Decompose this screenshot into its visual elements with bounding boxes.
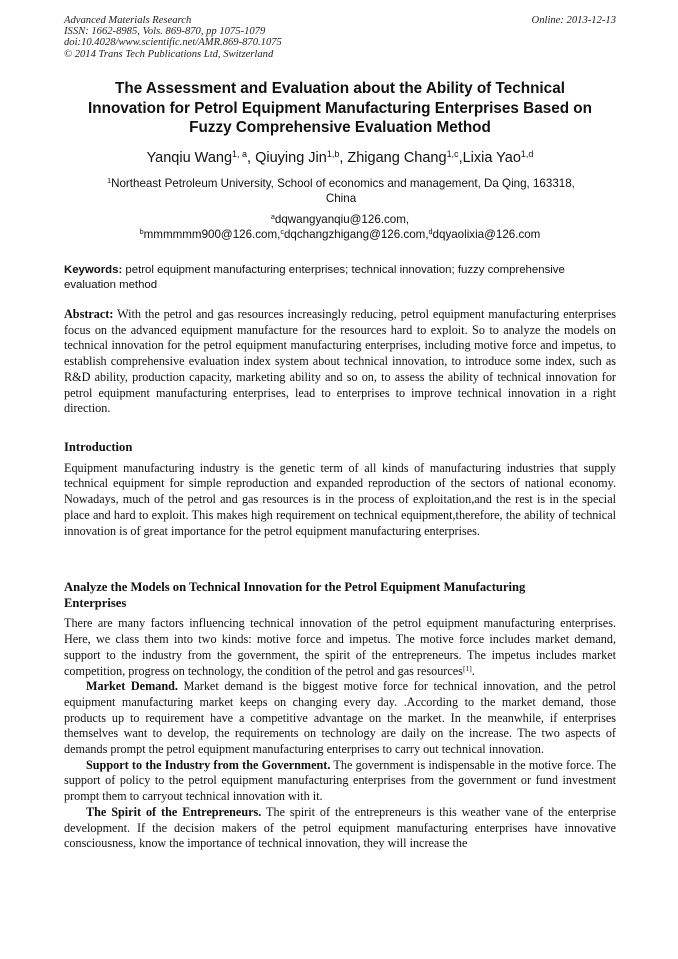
models-section (64, 580, 616, 852)
models-heading-line: Analyze the Models on Technical Innovation for the Petrol Equipment Manufacturing (64, 580, 526, 594)
introduction-paragraph: Equipment manufacturing industry is the genetic term of all kinds of manufacturing industries that supply technical equipment for simple reproduction and expanded reproduction of the sectors of national economy. Nowadays, much of the petrol and gas resources is in the process of exploitation,and the rest is in the special place and hard to exploit. This makes high requirement on technical equipment,therefore, the ability of technical innovation is of great importance for the petrol equipment manufacturing enterprises. (64, 460, 616, 538)
author-name: Lixia Yao (462, 150, 521, 166)
title-line: Fuzzy Comprehensive Evaluation Method (189, 119, 491, 136)
abstract-label: Abstract: (64, 307, 114, 321)
email-sup: c (280, 227, 284, 237)
author-sep: , (339, 150, 348, 166)
author-affil-sup: 1,b (326, 149, 340, 160)
title-line: The Assessment and Evaluation about the Ability of Technical (115, 80, 565, 97)
citation-ref: [1] (462, 663, 472, 673)
affiliation-sup: 1 (107, 176, 112, 186)
affiliation (94, 176, 588, 206)
government-support-text: The government is indispensable in the motive force. The support of policy to the petrol equipment manufacturing enterprises from the government or fund investment prompt them to carryout technical innovation with it. (64, 757, 617, 804)
email-line (64, 212, 616, 227)
introduction-heading: Introduction (64, 440, 133, 454)
market-demand-paragraph (64, 679, 616, 758)
paper-title (64, 79, 616, 138)
market-demand-label: Market Demand. (86, 679, 178, 694)
email-b: mmmmmm900@126.com, (143, 228, 281, 241)
introduction-section (64, 440, 616, 539)
author-sep: , (247, 150, 256, 166)
keywords-label: Keywords: (64, 264, 123, 276)
email-c: dqchangzhigang@126.com, (283, 228, 429, 241)
models-paragraph-text: There are many factors influencing technical innovation of the petrol equipment manufacturing enterprises. Here, we class them into two kinds: motive force and impetus. The motive force includes market demand, support to the industry from the government, the spirit of the entrepreneurs. The impetus includes market competition, progress on technology, the condition of the petrol and gas resources (64, 616, 616, 678)
email-sup: a (270, 212, 275, 222)
entrepreneur-spirit-paragraph (64, 805, 616, 852)
abstract-section (64, 307, 616, 417)
sentence-end: . (471, 663, 475, 678)
journal-header (64, 15, 616, 60)
author-affil-sup: 1,c (446, 149, 459, 160)
models-heading (64, 580, 616, 611)
author-name: Yanqiu Wang (146, 150, 233, 166)
title-line: Innovation for Petrol Equipment Manufacturing Enterprises Based on (88, 99, 592, 117)
author-list (64, 148, 616, 168)
email-sup: b (139, 227, 144, 237)
abstract-text: With the petrol and gas resources increasingly reducing, petrol equipment manufacturing enterprises focus on the advanced equipment manufacture for the resources hard to exploit. So to analyze the models on technical innovation for the petrol equipment manufacturing enterprises, including motive force and impetus, to establish comprehensive evaluation index system about technical innovation, to introduce some index, such as R&D ability, production capacity, marketing ability and so on, to assess the ability of technical innovation for petrol equipment manufacturing enterprises, lead to enterprises to improve technical innovation in a right direction. (64, 307, 617, 416)
government-support-label: Support to the Industry from the Government. (86, 757, 331, 772)
author-affil-sup: 1, a (232, 149, 248, 160)
email-a: dqwangyanqiu@126.com, (274, 213, 410, 226)
keywords-text: petrol equipment manufacturing enterprises; technical innovation; fuzzy comprehensive evaluation method (64, 264, 565, 291)
market-demand-text: Market demand is the biggest motive force for technical innovation, and the petrol equipment manufacturing market keeps on changing every day. .According to the market demand, those products up to requirement have a competitive advantage on the market. In the meanwhile, if enterprises themselves want to develop, the requirements on technology are daily on the increase. The two aspects of demands prompt the petrol equipment manufacturing enterprises to carry out technical innovation. (64, 679, 616, 757)
author-name: Zhigang Chang (347, 150, 447, 166)
entrepreneur-spirit-label: The Spirit of the Entrepreneurs. (86, 804, 262, 819)
journal-issn: ISSN: 1662-8985, Vols. 869-870, pp 1075-1079 (64, 26, 266, 38)
keywords (64, 263, 616, 292)
models-paragraph (64, 616, 616, 679)
journal-doi: doi:10.4028/www.scientific.net/AMR.869-870.1075 (64, 37, 282, 49)
entrepreneur-spirit-text: The spirit of the entrepreneurs is this weather vane of the enterprise development. If the decision makers of the petrol equipment manufacturing enterprises have innovative consciousness, know the importance of technical innovation, they will increase the (64, 804, 617, 851)
government-support-paragraph (64, 758, 616, 805)
abstract-paragraph (64, 307, 616, 417)
email-sup: d (428, 227, 433, 237)
author-affil-sup: 1,d (520, 149, 534, 160)
author-name: Qiuying Jin (255, 150, 327, 166)
affiliation-text: Northeast Petroleum University, School of economics and management, Da Qing, 163318, China (111, 177, 575, 205)
author-sep: , (458, 150, 463, 166)
models-heading-line: Enterprises (64, 595, 127, 610)
author-emails (64, 212, 616, 242)
online-date: Online: 2013-12-13 (531, 15, 616, 26)
journal-name: Advanced Materials Research (64, 15, 192, 26)
email-d: dqyaolixia@126.com (432, 228, 541, 241)
email-line (64, 227, 616, 242)
journal-copyright: © 2014 Trans Tech Publications Ltd, Switzerland (64, 48, 274, 60)
